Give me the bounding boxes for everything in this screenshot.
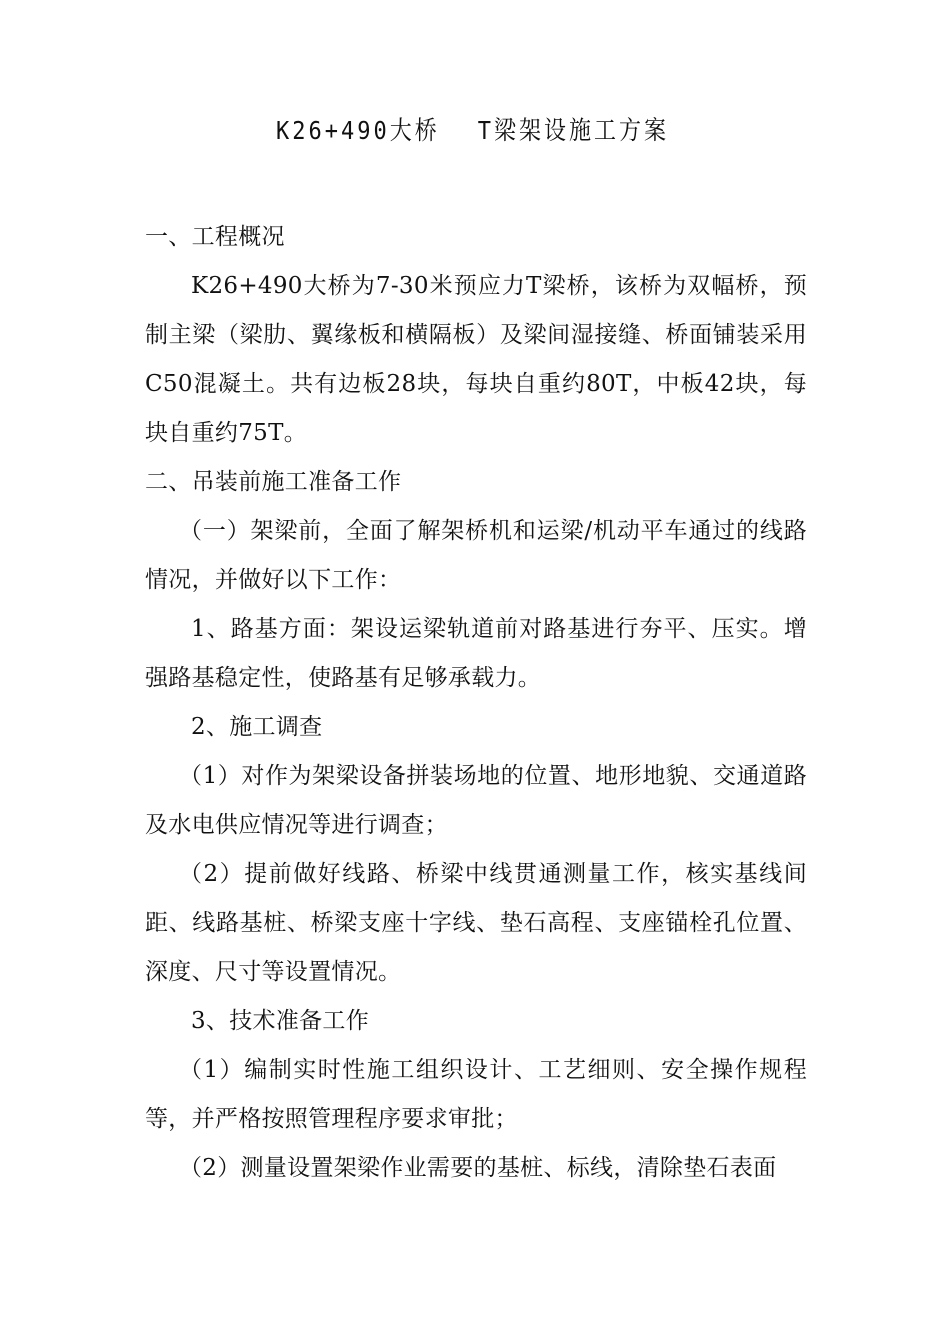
paragraph-project-overview: K26+490大桥为7-30米预应力T梁桥，该桥为双幅桥，预制主梁（梁肋、翼缘板和横隔板）及梁间湿接缝、桥面铺装采用C50混凝土。共有边板28块，每块自重约80T，中板42块，每块自重约75T。 — [145, 273, 807, 446]
document-body — [145, 213, 807, 1193]
paragraph-preparation-intro: （一）架梁前，全面了解架桥机和运梁/机动平车通过的线路情况，并做好以下工作： — [145, 518, 807, 593]
paragraph-survey-item-2: （2）提前做好线路、桥梁中线贯通测量工作，核实基线间距、线路基桩、桥梁支座十字线、垫石高程、支座锚栓孔位置、深度、尺寸等设置情况。 — [145, 861, 807, 985]
document-title — [276, 109, 696, 155]
section-heading-1: 一、工程概况 — [145, 224, 285, 250]
subheading-technical-prep: 3、技术准备工作 — [191, 1008, 370, 1034]
paragraph-technical-item-1: （1）编制实时性施工组织设计、工艺细则、安全操作规程等，并严格按照管理程序要求审批； — [145, 1057, 807, 1132]
paragraph-survey-item-1: （1）对作为架梁设备拼装场地的位置、地形地貌、交通道路及水电供应情况等进行调查； — [145, 763, 807, 838]
paragraph-subgrade: 1、路基方面：架设运梁轨道前对路基进行夯平、压实。增强路基稳定性，使路基有足够承载力。 — [145, 616, 807, 691]
title-part-2: T梁架设施工方案 — [477, 117, 669, 146]
paragraph-technical-item-2: （2）测量设置架梁作业需要的基桩、标线，清除垫石表面 — [179, 1155, 777, 1181]
section-heading-2: 二、吊装前施工准备工作 — [145, 469, 402, 495]
title-part-1: K26+490大桥 — [276, 117, 440, 146]
subheading-survey: 2、施工调查 — [191, 714, 323, 740]
